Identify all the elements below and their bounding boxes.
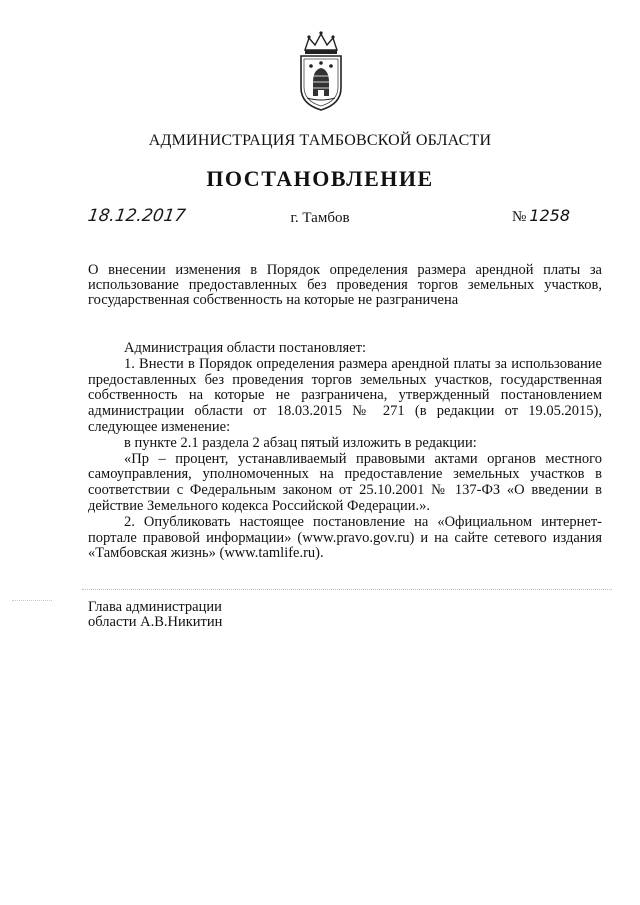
document-body [88,341,602,562]
coat-of-arms-icon [295,30,347,112]
body-paragraph-item-1: 1. Внести в Порядок определения размера арендной платы за использование предоставленных без проведения торгов земельных участков, государственная собственность на которые не разграничена, утвержденный постановлением администрации области от 18.03.2015 № 271 (в редакции от 19.05.2015), следующее изменение: [88,355,602,435]
document-date: 18.12.2017 [86,206,187,226]
signature-name: А.В.Никитин [140,614,223,630]
document-subject: О внесении изменения в Порядок определения размера арендной платы за использование предоставленных без проведения торгов земельных участков, государственная собственность на которые не разграничена [88,262,602,308]
body-paragraph-quote: «Пр – процент, устанавливаемый правовыми актами органов местного самоуправления, уполномоченных на предоставление земельных участков в соответствии с Федеральным законом от 25.10.2001 № 137-ФЗ «О введении в действие Земельного кодекса Российской Федерации.». [88,450,602,514]
document-city: г. Тамбов [290,210,350,226]
document-type-title: ПОСТАНОВЛЕНИЕ [206,166,434,191]
number-value: 1258 [529,206,571,225]
body-paragraph-item-2: 2. Опубликовать настоящее постановление на «Официальном интернет-портале правовой информации» (www.pravo.gov.ru) и на сайте сетевого издания «Тамбовская жизнь» (www.tamlife.ru). [88,513,602,562]
body-paragraph-clause: в пункте 2.1 раздела 2 абзац пятый изложить в редакции: [124,434,477,451]
body-paragraph-intro: Администрация области постановляет: [124,340,366,356]
signature-position-name-line [88,615,222,630]
signature-position-cont: области [88,614,137,630]
scan-artifact-divider [82,589,612,590]
scan-artifact-mark [12,600,52,601]
organization-name: АДМИНИСТРАЦИЯ ТАМБОВСКОЙ ОБЛАСТИ [148,132,492,149]
signature-position-line: Глава администрации [88,599,222,615]
number-prefix: № [512,209,527,225]
signature-block [88,600,222,630]
document-number [512,206,570,226]
